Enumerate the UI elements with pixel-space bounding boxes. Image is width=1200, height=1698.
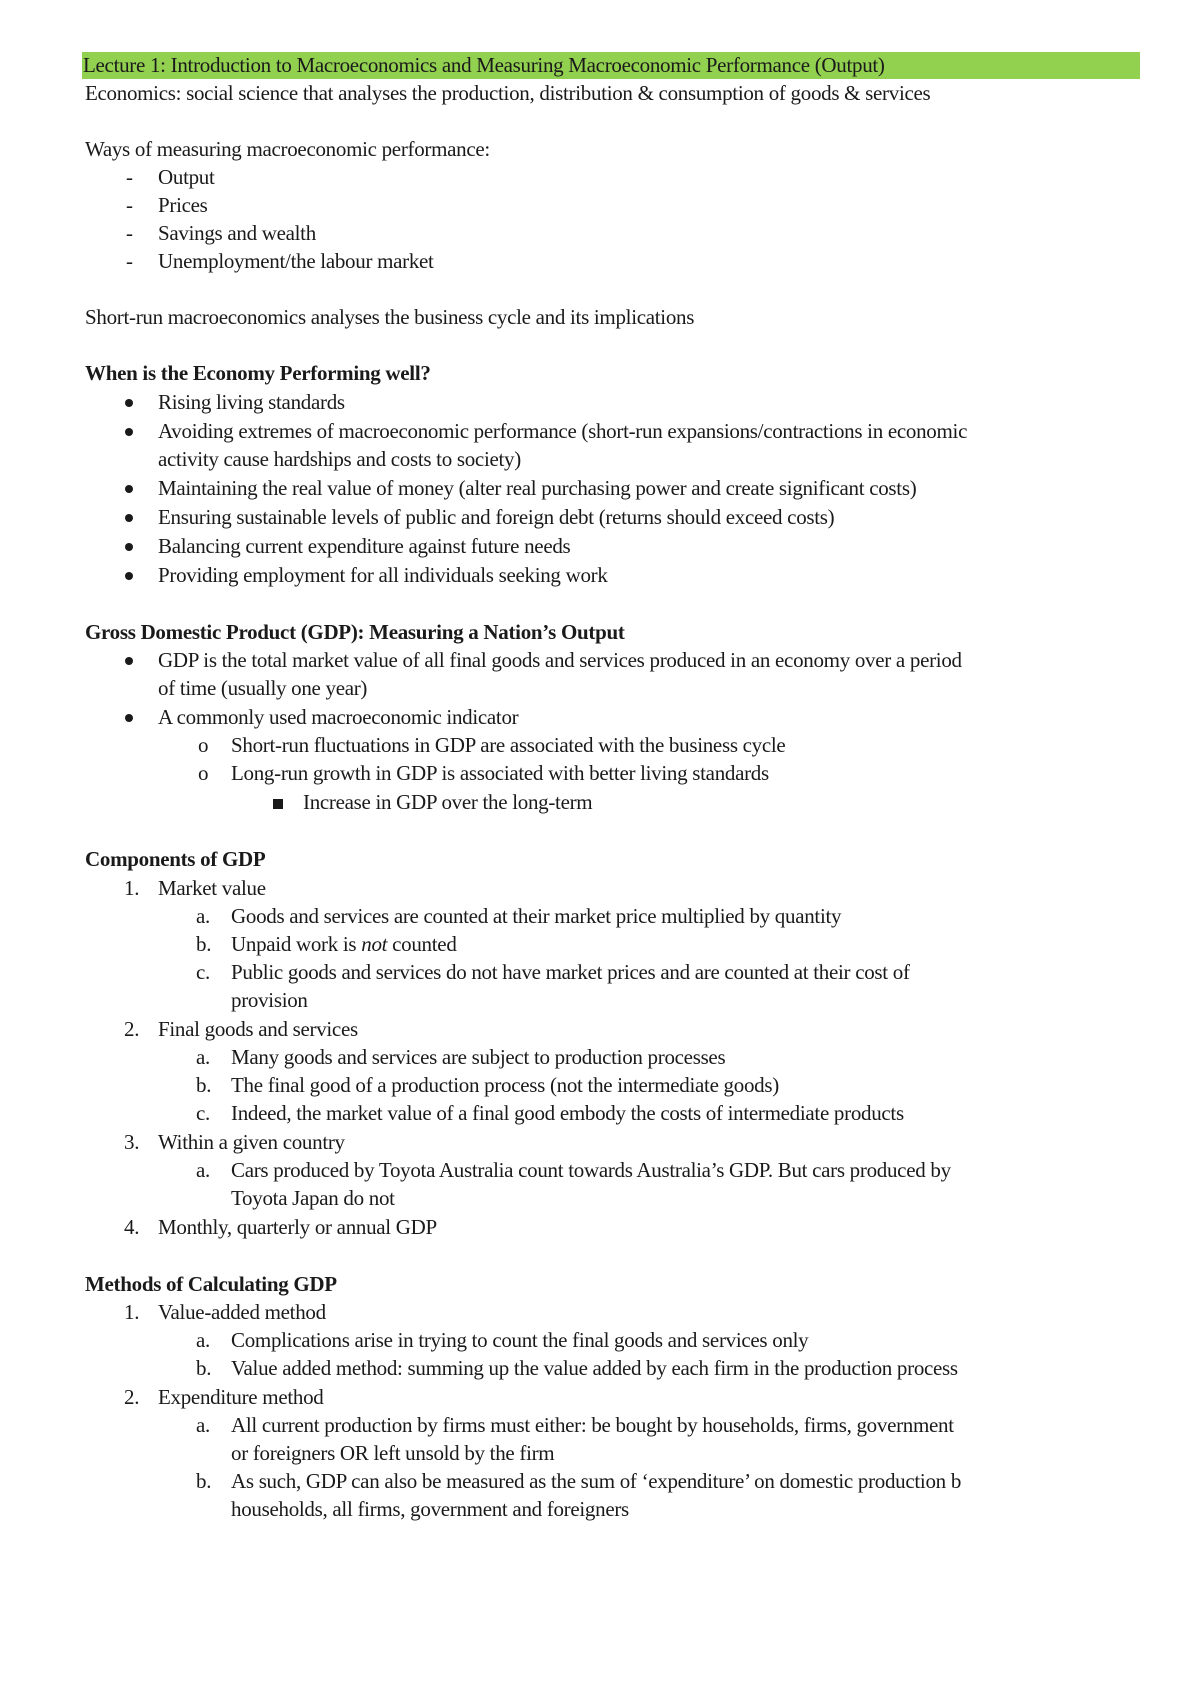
dash-bullet: - [126,249,133,273]
section-heading-methods: Methods of Calculating GDP [85,1272,337,1296]
list-letter: b. [196,932,212,956]
sub-list-item: Cars produced by Toyota Australia count towards Australia’s GDP. But cars produced by [231,1158,951,1182]
bullet-icon [125,428,133,436]
list-item: Market value [158,876,266,900]
list-item: Savings and wealth [158,221,316,245]
list-item: Providing employment for all individuals seeking work [158,563,608,587]
list-item-continuation: of time (usually one year) [158,676,368,700]
list-letter: a. [196,1158,210,1182]
intro-definition: Economics: social science that analyses the production, distribution & consumption of goods & services [85,81,931,105]
list-number: 1. [124,876,140,900]
sub-list-item-continuation: households, all firms, government and foreigners [231,1497,629,1521]
list-item: Rising living standards [158,390,345,414]
short-run-statement: Short-run macroeconomics analyses the business cycle and its implications [85,305,695,329]
list-letter: b. [196,1073,212,1097]
dash-bullet: - [126,221,133,245]
sub-list-item: Indeed, the market value of a final good embody the costs of intermediate products [231,1101,904,1125]
list-letter: b. [196,1356,212,1380]
list-item: GDP is the total market value of all final goods and services produced in an economy over a period [158,648,962,672]
list-item-continuation: activity cause hardships and costs to society) [158,447,521,471]
lecture-title: Lecture 1: Introduction to Macroeconomics and Measuring Macroeconomic Performance (Output) [83,53,885,77]
list-number: 4. [124,1215,140,1239]
list-letter: c. [196,960,210,984]
list-item: Ensuring sustainable levels of public and foreign debt (returns should exceed costs) [158,505,835,529]
list-letter: a. [196,904,210,928]
bullet-icon [125,572,133,580]
list-number: 2. [124,1017,140,1041]
list-item: Final goods and services [158,1017,358,1041]
dash-bullet: - [126,165,133,189]
sub-list-item: Many goods and services are subject to production processes [231,1045,726,1069]
list-item: Avoiding extremes of macroeconomic performance (short-run expansions/contractions in economic [158,419,968,443]
sub-list-item: All current production by firms must either: be bought by households, firms, government [231,1413,954,1437]
circle-bullet-icon: o [198,733,209,757]
list-item: Value-added method [158,1300,326,1324]
sub-list-item-continuation: provision [231,988,308,1012]
sub-list-item: Value added method: summing up the value added by each firm in the production process [231,1356,958,1380]
sub-sub-list-item: Increase in GDP over the long-term [303,790,593,814]
sub-list-item [231,931,457,958]
list-item: Balancing current expenditure against future needs [158,534,571,558]
list-number: 3. [124,1130,140,1154]
sub-list-item: Long-run growth in GDP is associated with better living standards [231,761,769,785]
sub-list-item: Complications arise in trying to count the final goods and services only [231,1328,809,1352]
bullet-icon [125,514,133,522]
sub-list-item: As such, GDP can also be measured as the sum of ‘expenditure’ on domestic production b [231,1469,962,1493]
sub-list-item-continuation: Toyota Japan do not [231,1186,395,1210]
section-heading-gdp: Gross Domestic Product (GDP): Measuring a Nation’s Output [85,620,625,644]
list-item: Output [158,165,215,189]
emphasis-text: not [361,932,388,956]
list-item: Monthly, quarterly or annual GDP [158,1215,437,1239]
circle-bullet-icon: o [198,761,209,785]
sub-list-item: The final good of a production process (not the intermediate goods) [231,1073,779,1097]
list-item: Prices [158,193,208,217]
list-item: Maintaining the real value of money (alter real purchasing power and create significant costs) [158,476,917,500]
text-run: counted [387,932,457,956]
section-heading-components: Components of GDP [85,847,266,871]
ways-heading: Ways of measuring macroeconomic performance: [85,137,490,161]
section-heading-performing: When is the Economy Performing well? [85,361,431,385]
list-number: 1. [124,1300,140,1324]
list-item: Expenditure method [158,1385,324,1409]
text-run: Unpaid work is [231,932,362,956]
dash-bullet: - [126,193,133,217]
list-letter: c. [196,1101,210,1125]
sub-list-item: Public goods and services do not have market prices and are counted at their cost of [231,960,910,984]
list-number: 2. [124,1385,140,1409]
sub-list-item-continuation: or foreigners OR left unsold by the firm [231,1441,555,1465]
bullet-icon [125,543,133,551]
list-letter: a. [196,1328,210,1352]
list-item: A commonly used macroeconomic indicator [158,705,519,729]
sub-list-item: Goods and services are counted at their market price multiplied by quantity [231,904,842,928]
list-letter: a. [196,1045,210,1069]
list-letter: b. [196,1469,212,1493]
square-bullet-icon [273,799,283,809]
bullet-icon [125,399,133,407]
list-letter: a. [196,1413,210,1437]
list-item: Within a given country [158,1130,345,1154]
bullet-icon [125,714,133,722]
bullet-icon [125,485,133,493]
sub-list-item: Short-run fluctuations in GDP are associated with the business cycle [231,733,786,757]
bullet-icon [125,657,133,665]
list-item: Unemployment/the labour market [158,249,434,273]
